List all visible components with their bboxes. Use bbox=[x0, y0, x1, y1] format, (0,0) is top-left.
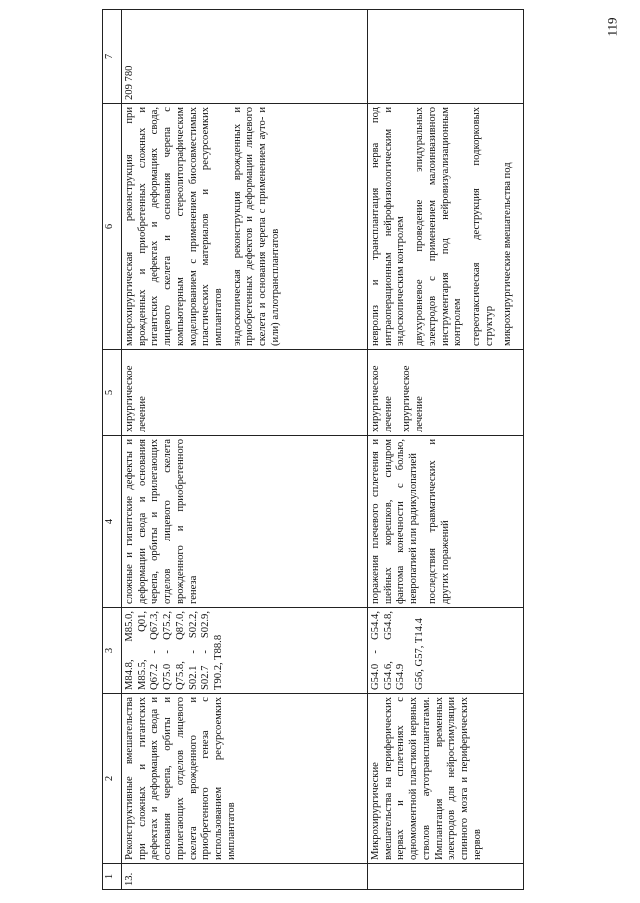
treatment-type: хирургическое лечение bbox=[122, 350, 368, 436]
method-item: двухуровневое проведение эпидуральных электродов с применением малоинвазивного инструментария под нейровизуализационным контролем bbox=[414, 107, 464, 346]
icd-codes-b: G56, G57, T14.4 bbox=[414, 618, 426, 690]
diagnosis-a: поражения плечевого сплетения и шейных корешков, синдром фантома конечности с болью, невропатией или радикулопатией bbox=[370, 439, 420, 604]
col-header-3: 3 bbox=[103, 608, 122, 694]
rotated-sheet bbox=[102, 10, 582, 890]
page-number: 119 bbox=[605, 17, 620, 37]
header-row bbox=[103, 10, 122, 890]
medical-services-table bbox=[102, 9, 524, 890]
treatment-b: хирургическое лечение bbox=[401, 365, 426, 432]
col-header-6: 6 bbox=[103, 104, 122, 350]
treatment-a: хирургическое лечение bbox=[370, 365, 394, 432]
method-item: микрохирургические вмешательства под bbox=[502, 162, 514, 346]
intervention-name: Микрохирургические вмешательства на периферических нервах и сплетениях с одномоментной пластикой нервных стволов аутотрансплантатами. Имплантация временных электродов для нейростимуляции спинного мозга и периферических нервов bbox=[368, 694, 524, 864]
diagnosis bbox=[368, 436, 524, 608]
diagnosis: сложные и гигантские дефекты и деформации свода и основания черепа, орбиты и прилегающих отделов лицевого скелета врожденного и приобретенного генеза bbox=[122, 436, 368, 608]
treatment-methods bbox=[368, 104, 524, 350]
method-item: невролиз и трансплантация нерва под интраоперационным нейрофизиологическим и эндоскопическим контролем bbox=[370, 107, 407, 346]
col-header-5: 5 bbox=[103, 350, 122, 436]
treatment-methods bbox=[122, 104, 368, 350]
method-item: стереотаксическая деструкция подкорковых структур bbox=[470, 107, 495, 346]
diagnosis-b: последствия травматических и других поражений bbox=[426, 439, 451, 604]
col-header-1: 1 bbox=[103, 864, 122, 890]
intervention-name: Реконструктивные вмешательства при сложных и гигантских дефектах и деформациях свода и основания черепа, орбиты и прилегающих отделов лицевого скелета врожденного и приобретенного генеза с использованием ресурсоемких имплантатов bbox=[122, 694, 368, 864]
icd-codes: M84.8, M85.0, M85.5, Q01, Q67.2 - Q67.3, Q75.0 - Q75.2, Q75.8, Q87.0, S02.1 - S02.2, S02.7 - S02.9, T90.2, T88.8 bbox=[122, 608, 368, 694]
col-header-2: 2 bbox=[103, 694, 122, 864]
table-row bbox=[368, 10, 524, 890]
row-number: 13. bbox=[122, 864, 368, 890]
icd-codes-a: G54.0 - G54.4, G54.6, G54.8, G54.9 bbox=[370, 611, 407, 690]
method-item: микрохирургическая реконструкция при врожденных и приобретенных сложных и гигантских дефектах и деформациях свода, лицевого скелета и основания черепа с компьютерным стереолитографическим моделированием с применением биосовместимых пластических материалов и ресурсоемких имплантатов bbox=[124, 107, 224, 346]
treatment-type bbox=[368, 350, 524, 436]
table-row bbox=[122, 10, 368, 890]
cost-value bbox=[368, 10, 524, 104]
col-header-7: 7 bbox=[103, 10, 122, 104]
col-header-4: 4 bbox=[103, 436, 122, 608]
cost-value: 209 780 bbox=[122, 10, 368, 104]
method-item: эндоскопическая реконструкция врожденных и приобретенных дефектов и деформации лицевого скелета и основания черепа с применением ауто- и (или) аллотрансплантатов bbox=[231, 107, 281, 346]
icd-codes bbox=[368, 608, 524, 694]
row-number bbox=[368, 864, 524, 890]
